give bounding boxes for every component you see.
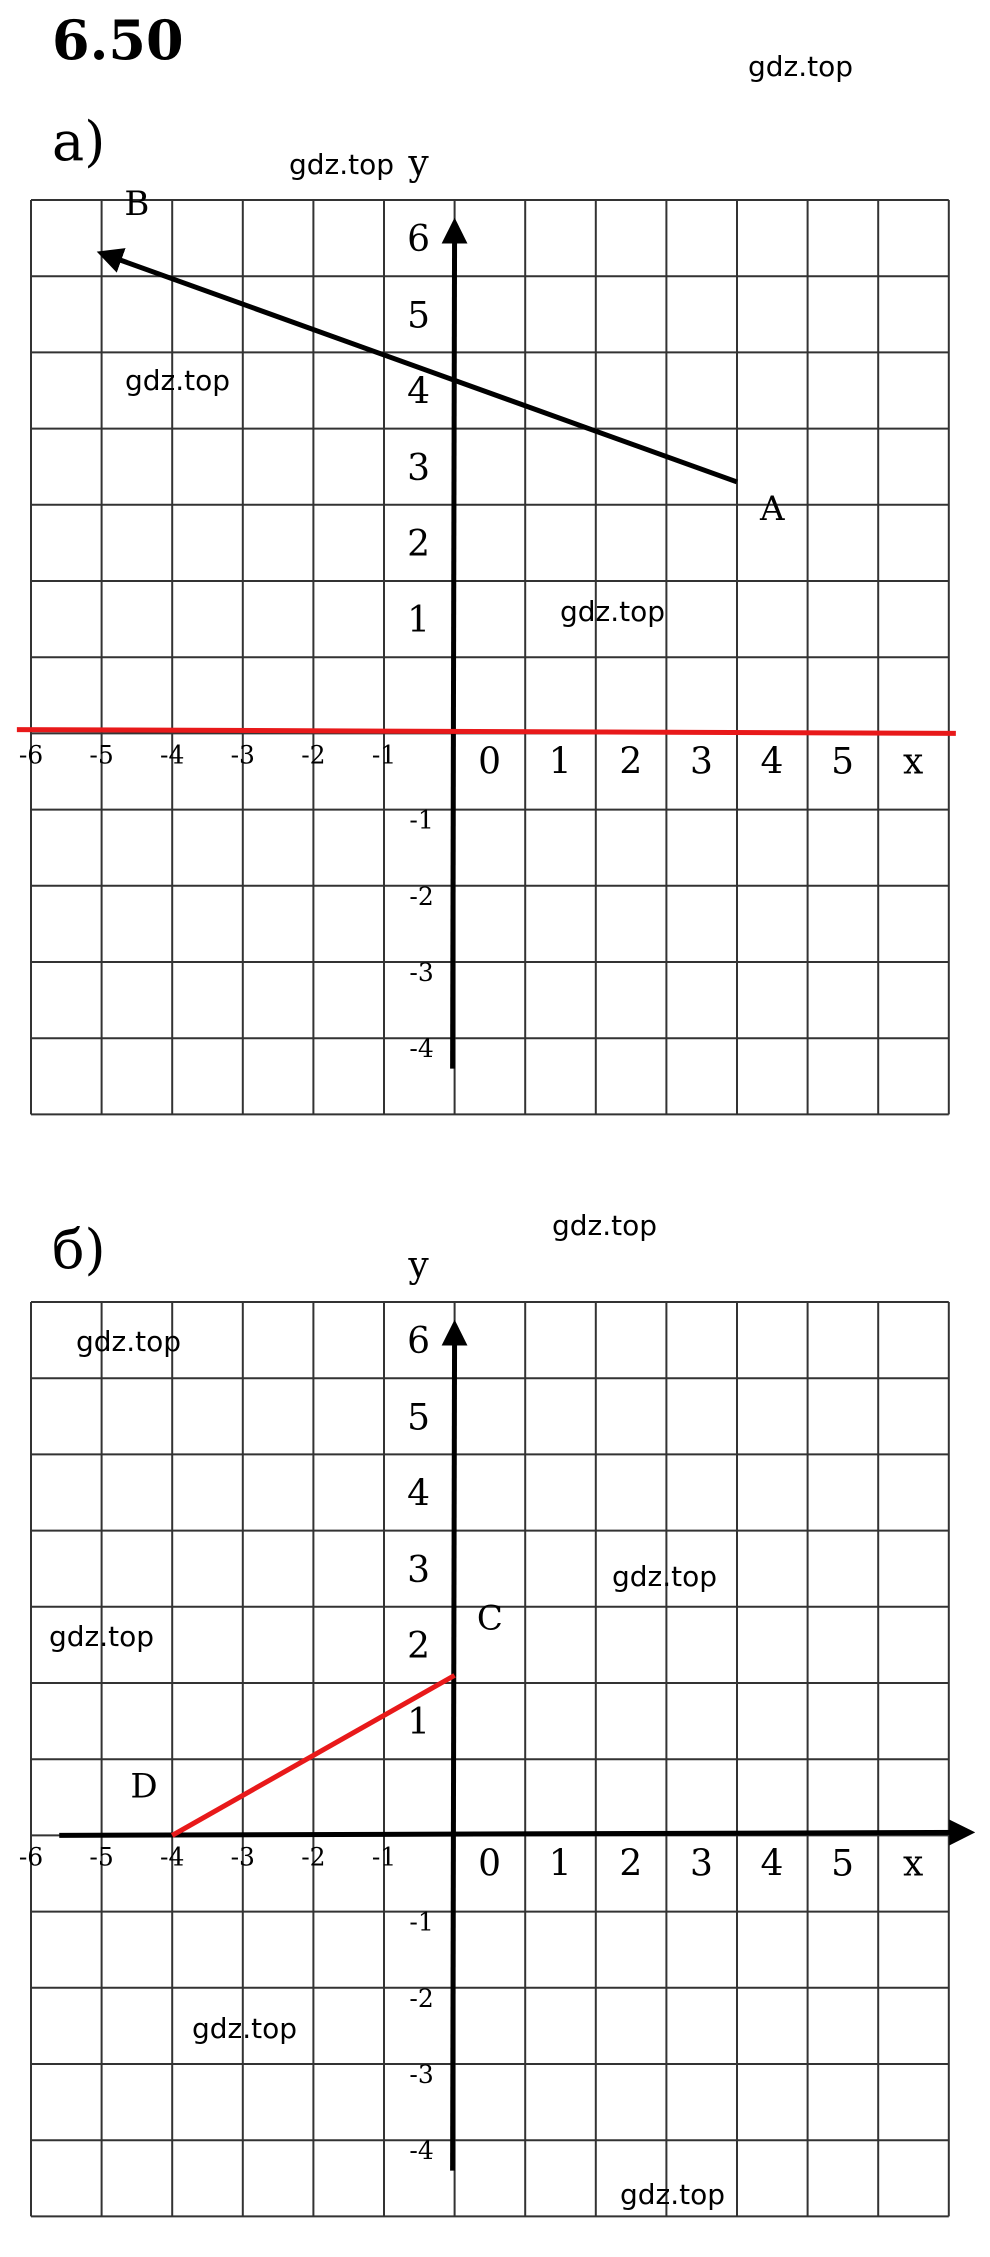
y-tick-label: 1 bbox=[407, 1702, 431, 1744]
x-tick-label: -6 bbox=[18, 1842, 44, 1872]
point-label: B bbox=[124, 184, 150, 225]
watermark: gdz.top bbox=[620, 2178, 726, 2211]
x-tick-label: 4 bbox=[760, 1843, 784, 1885]
watermark: gdz.top bbox=[552, 1209, 658, 1242]
x-tick-label: -4 bbox=[160, 1842, 185, 1872]
point-label: A bbox=[760, 489, 785, 530]
watermark: gdz.top bbox=[560, 595, 666, 628]
y-tick-label: -1 bbox=[409, 805, 434, 835]
x-tick-label: 0 bbox=[478, 741, 502, 783]
x-tick-label: 0 bbox=[478, 1843, 502, 1885]
y-axis bbox=[453, 223, 455, 1069]
watermark: gdz.top bbox=[49, 1620, 155, 1653]
y-tick-label: 4 bbox=[407, 371, 431, 413]
x-axis bbox=[59, 1832, 970, 1835]
x-tick-label: -2 bbox=[301, 740, 326, 770]
x-axis-label: x bbox=[903, 1843, 924, 1885]
point-label: C bbox=[476, 1598, 503, 1639]
x-tick-label: 1 bbox=[548, 1843, 572, 1885]
y-tick-label: 1 bbox=[407, 600, 431, 642]
y-tick-label: 2 bbox=[407, 524, 431, 565]
y-tick-label: -3 bbox=[409, 958, 434, 987]
x-tick-label: -1 bbox=[371, 740, 397, 770]
x-tick-label: 2 bbox=[619, 741, 643, 783]
y-tick-label: -2 bbox=[409, 1983, 434, 2013]
y-tick-label: 2 bbox=[407, 1626, 431, 1667]
x-tick-label: 4 bbox=[760, 741, 784, 783]
watermark: gdz.top bbox=[612, 1560, 718, 1593]
x-tick-label: -3 bbox=[230, 740, 255, 770]
y-tick-label: -2 bbox=[409, 881, 434, 911]
watermark: gdz.top bbox=[192, 2012, 298, 2045]
x-tick-label: 1 bbox=[548, 741, 572, 783]
point-label: D bbox=[130, 1766, 158, 1807]
x-tick-label: -2 bbox=[301, 1842, 326, 1872]
x-tick-label: -5 bbox=[89, 1842, 114, 1872]
x-tick-label: -6 bbox=[18, 740, 44, 770]
y-tick-label: 5 bbox=[407, 295, 431, 337]
x-tick-label: 2 bbox=[619, 1843, 643, 1885]
y-tick-label: 6 bbox=[407, 1321, 431, 1363]
x-tick-label: -4 bbox=[160, 740, 185, 770]
y-tick-label: 3 bbox=[407, 447, 431, 489]
watermark: gdz.top bbox=[748, 50, 854, 83]
x-tick-label: 3 bbox=[689, 1843, 713, 1885]
x-tick-label: -1 bbox=[371, 1842, 397, 1872]
x-tick-label: 3 bbox=[689, 741, 713, 783]
y-tick-label: -4 bbox=[409, 1034, 434, 1064]
coordinate-grid-b bbox=[0, 1150, 990, 2257]
x-tick-label: 5 bbox=[831, 1843, 855, 1885]
x-tick-label: -5 bbox=[89, 740, 114, 770]
y-tick-label: -1 bbox=[409, 1907, 434, 1937]
y-tick-label: 4 bbox=[407, 1473, 431, 1515]
x-tick-label: 5 bbox=[831, 741, 855, 783]
part-a-label: а) bbox=[52, 110, 106, 173]
watermark: gdz.top bbox=[289, 148, 395, 181]
y-tick-label: 6 bbox=[407, 219, 431, 261]
x-axis-label: x bbox=[903, 741, 924, 783]
y-tick-label: 5 bbox=[407, 1397, 431, 1439]
exercise-number: 6.50 bbox=[52, 8, 184, 72]
y-axis bbox=[453, 1325, 455, 2171]
y-tick-label: 3 bbox=[407, 1549, 431, 1591]
watermark: gdz.top bbox=[76, 1325, 182, 1358]
part-b-label: б) bbox=[52, 1218, 106, 1281]
watermark: gdz.top bbox=[125, 364, 231, 397]
x-tick-label: -3 bbox=[230, 1842, 255, 1872]
y-axis-label: y bbox=[408, 143, 429, 184]
y-tick-label: -4 bbox=[409, 2136, 434, 2166]
y-tick-label: -3 bbox=[409, 2060, 434, 2089]
y-axis-label: y bbox=[408, 1245, 429, 1286]
